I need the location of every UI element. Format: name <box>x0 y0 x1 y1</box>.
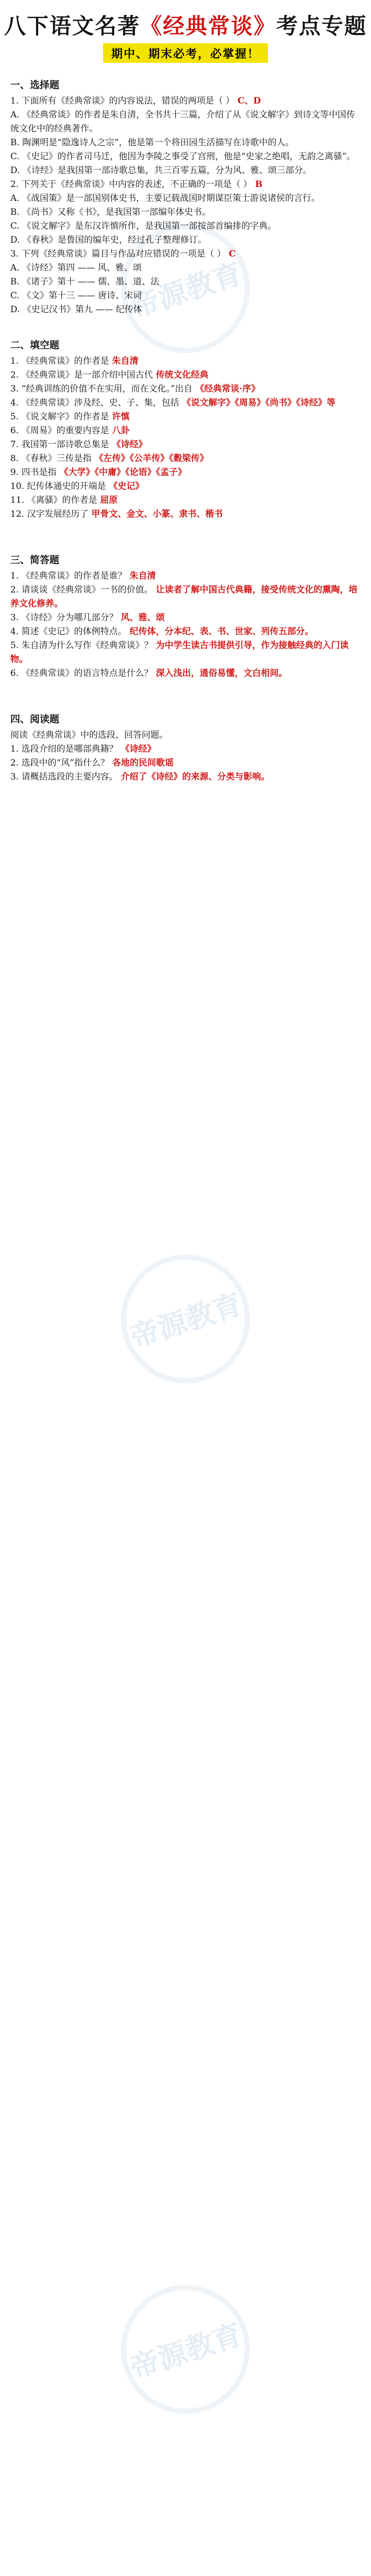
question-text: 2. 《经典常谈》是一部介绍中国古代 <box>10 370 153 380</box>
title-prefix: 八下语文名著 <box>4 13 140 39</box>
question-text: 1. 《经典常谈》的作者是谁？ <box>10 571 127 581</box>
answer-text: 风、雅、颂 <box>117 613 165 623</box>
answer-text: 《说文解字》《周易》《尚书》《诗经》等 <box>179 398 336 408</box>
answer-text: 纪传体，分本纪、表、书、世家、列传五部分。 <box>126 626 314 637</box>
answer-text: 介绍了《诗经》的来源、分类与影响。 <box>117 772 270 782</box>
answer-text: 各地的民间歌谣 <box>109 758 174 768</box>
question-line <box>10 756 361 770</box>
question-line <box>10 94 361 108</box>
question-line <box>10 178 361 192</box>
question-line <box>10 480 361 494</box>
question-line <box>10 639 361 667</box>
question-line <box>10 625 361 639</box>
question-line <box>10 396 361 410</box>
question-line <box>10 770 361 784</box>
question-line <box>10 494 361 507</box>
question-text: 3. 《诗经》分为哪几部分？ <box>10 613 118 623</box>
section <box>10 711 361 784</box>
question-line <box>10 108 361 136</box>
question-text: 3. “经典训练的价值不在实用，而在文化。”出自 <box>10 384 193 394</box>
question-line <box>10 354 361 368</box>
question-line <box>10 583 361 611</box>
question-text: 2. 请谈谈《经典常谈》一书的价值。 <box>10 585 153 595</box>
question-line <box>10 289 361 303</box>
question-text: A. 《经典常谈》的作者是朱自清，全书共十三篇，介绍了从《说文解字》到诗文等中国传统文化中的经典著作。 <box>10 110 356 134</box>
section-heading: 三、简答题 <box>10 554 60 566</box>
title-highlight: 《经典常谈》 <box>140 13 276 39</box>
question-text: D. 《春秋》是鲁国的编年史，经过孔子整理修订。 <box>10 235 207 245</box>
question-text: B. 陶渊明是“隐逸诗人之宗”，他是第一个将田园生活描写在诗歌中的人。 <box>10 138 294 148</box>
question-text: C. 《说文解字》是东汉许慎所作，是我国第一部按部首编排的字典。 <box>10 221 277 231</box>
question-text: 5. 朱自清为什么写作《经典常谈》？ <box>10 640 153 651</box>
question-line <box>10 410 361 424</box>
title-suffix: 考点专题 <box>276 13 367 39</box>
question-text: 4. 《经典常谈》涉及经、史、子、集，包括 <box>10 398 179 408</box>
question-line <box>10 247 361 261</box>
watermark-badge: 帝源教育 <box>104 2268 266 2430</box>
answer-text: 《诗经》 <box>109 439 147 450</box>
question-line <box>10 611 361 625</box>
answer-text: 朱自清 <box>126 571 156 581</box>
question-text: 11. 《离骚》的作者是 <box>10 495 97 505</box>
question-line <box>10 466 361 480</box>
question-line <box>10 368 361 382</box>
page-title <box>0 9 371 40</box>
answer-text: 许慎 <box>109 412 130 422</box>
question-text: 阅读《经典常谈》中的选段，回答问题。 <box>10 730 168 740</box>
question-text: 5. 《说文解字》的作者是 <box>10 412 109 422</box>
watermark-badge: 帝源教育 <box>104 207 266 369</box>
answer-text: 《大学》《中庸》《论语》《孟子》 <box>56 467 187 478</box>
answer-text: 屈原 <box>97 495 118 505</box>
question-text: C. 《文》第十三 —— 唐诗、宋词 <box>10 291 142 301</box>
question-text: 1. 下面所有《经典常谈》的内容说法，错误的两项是（ ） <box>10 96 235 106</box>
answer-text: 《左传》《公羊传》《穀梁传》 <box>91 453 209 464</box>
question-line <box>10 742 361 756</box>
question-line <box>10 219 361 233</box>
answer-text: 甲骨文、金文、小篆、隶书、楷书 <box>88 509 223 519</box>
question-line <box>10 192 361 206</box>
question-line <box>10 136 361 150</box>
watermark <box>0 2215 371 2483</box>
question-line <box>10 667 361 681</box>
question-line <box>10 164 361 178</box>
question-line <box>10 275 361 289</box>
question-text: 3. 下列《经典常谈》篇目与作品对应错误的一项是（ ） <box>10 249 226 259</box>
answer-text: 为中学生读古书提供引导，作为接触经典的入门读物。 <box>10 640 349 665</box>
question-line <box>10 261 361 275</box>
question-line <box>10 452 361 466</box>
sections-container <box>10 77 361 784</box>
section <box>10 552 361 681</box>
section-heading: 四、阅读题 <box>10 714 60 725</box>
answer-text: 《史记》 <box>106 481 144 492</box>
question-text: 2. 下列关于《经典常谈》中内容的表述，不正确的一项是（ ） <box>10 179 252 190</box>
question-text: 6. 《周易》的重要内容是 <box>10 426 109 436</box>
question-line <box>10 438 361 452</box>
question-line <box>10 382 361 396</box>
answer-text: 让读者了解中国古代典籍，接受传统文化的熏陶，培养文化修养。 <box>10 585 358 609</box>
answer-text: 朱自清 <box>109 356 139 366</box>
question-line <box>10 507 361 521</box>
question-text: 1. 选段介绍的是哪部典籍？ <box>10 744 118 754</box>
question-text: B. 《尚书》又称《书》，是我国第一部编年体史书。 <box>10 207 211 217</box>
section <box>10 337 361 521</box>
question-text: 3. 请概括选段的主要内容。 <box>10 772 118 782</box>
question-line <box>10 233 361 247</box>
question-line <box>10 728 361 742</box>
banner: 期中、期末必考，必掌握！ <box>103 43 268 63</box>
question-text: B. 《诸子》第十 —— 儒、墨、道、法 <box>10 277 160 287</box>
question-text: A. 《诗经》第四 —— 风、雅、颂 <box>10 263 142 273</box>
question-line <box>10 424 361 438</box>
question-text: D. 《诗经》是我国第一部诗歌总集，共三百零五篇，分为风、雅、颂三部分。 <box>10 165 312 176</box>
answer-text: 《经典常谈·序》 <box>192 384 260 394</box>
watermark-badge: 帝源教育 <box>104 1238 266 1400</box>
answer-text: 深入浅出，通俗易懂，文白相间。 <box>153 668 288 679</box>
question-text: 1. 《经典常谈》的作者是 <box>10 356 109 366</box>
question-text: 2. 选段中的“风”指什么？ <box>10 758 110 768</box>
question-line <box>10 150 361 164</box>
question-line <box>10 569 361 583</box>
watermark <box>0 1185 371 1453</box>
question-text: 10. 纪传体通史的开端是 <box>10 481 106 492</box>
question-text: 12. 汉字发展经历了 <box>10 509 89 519</box>
answer-text: 传统文化经典 <box>153 370 209 380</box>
answer-text: C、D <box>234 96 261 106</box>
section-heading: 二、填空题 <box>10 340 60 351</box>
question-text: D. 《史记汉书》第九 —— 纪传体 <box>10 304 142 315</box>
question-text: C. 《史记》的作者司马迁，他因为李陵之事受了宫刑，他是“史家之绝唱，无韵之离骚”。 <box>10 151 356 162</box>
section <box>10 77 361 317</box>
answer-text: 八卦 <box>109 426 130 436</box>
question-text: 4. 简述《史记》的体例特点。 <box>10 626 127 637</box>
question-text: 9. 四书是指 <box>10 467 57 478</box>
answer-text: C <box>226 249 236 259</box>
question-line <box>10 206 361 219</box>
question-text: 6. 《经典常谈》的语言特点是什么？ <box>10 668 153 679</box>
question-text: 8. 《春秋》三传是指 <box>10 453 92 464</box>
answer-text: 《诗经》 <box>117 744 156 754</box>
answer-text: B <box>252 179 263 190</box>
section-heading: 一、选择题 <box>10 79 60 91</box>
question-text: 7. 我国第一部诗歌总集是 <box>10 439 109 450</box>
question-text: A. 《战国策》是一部国别体史书，主要记载战国时期谋臣策士游说诸侯的言行。 <box>10 193 321 204</box>
question-line <box>10 303 361 317</box>
